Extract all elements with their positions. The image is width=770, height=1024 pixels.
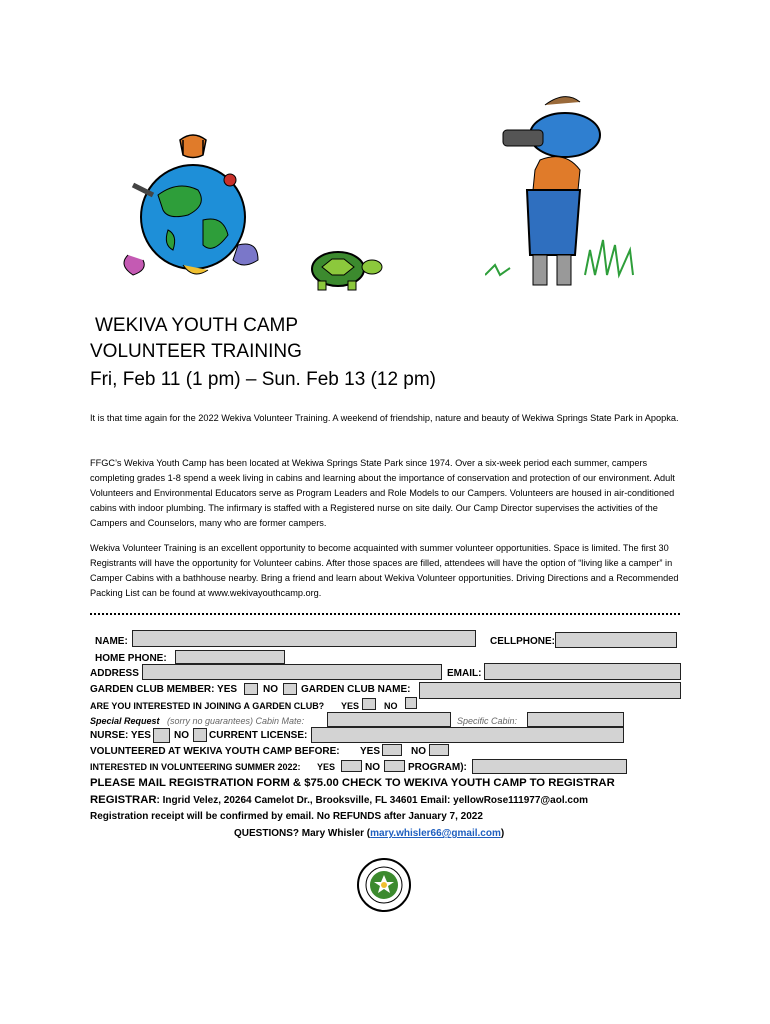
registrar-info: : Ingrid Velez, 20264 Camelot Dr., Brooksville, FL 34601 Email: yellowRose111977@aol.com	[156, 795, 588, 806]
name-label: NAME:	[95, 636, 128, 647]
cellphone-field[interactable]	[555, 632, 677, 648]
address-label: ADDRESS	[90, 668, 139, 679]
training-opportunity-paragraph: Wekiva Volunteer Training is an excellent opportunity to become acquainted with summer volunteer opportunities. Space is limited. The first 30 Registrants will have the opportunity for Volunteer cabins. After those spaces are filled, attendees will have the option of “living like a camper” in Camper Cabins with a bathhouse nearby. Bring a friend and learn about Wekiva Volunteer opportunities. Driving Directions and a Recommended Packing List can be found at www.wekivayouthcamp.org.	[90, 543, 679, 598]
volunteered-before-label: VOLUNTEERED AT WEKIVA YOUTH CAMP BEFORE:	[90, 746, 340, 757]
volunteered-before-yes-checkbox[interactable]	[382, 744, 402, 756]
address-field[interactable]	[142, 664, 442, 680]
registrar-label: REGISTRAR	[90, 794, 157, 806]
mail-instructions: PLEASE MAIL REGISTRATION FORM & $75.00 CHECK TO WEKIVA YOUTH CAMP TO REGISTRAR	[90, 777, 615, 789]
questions-end: )	[500, 828, 505, 839]
ffgc-seal-logo	[356, 857, 412, 913]
specific-cabin-label: Specific Cabin:	[457, 716, 518, 726]
cabin-mate-field[interactable]	[327, 712, 451, 727]
nurse-yes-checkbox[interactable]	[153, 728, 170, 743]
license-field[interactable]	[311, 727, 624, 743]
email-field[interactable]	[484, 663, 681, 680]
volunteered-before-no-label: NO	[411, 746, 426, 757]
cellphone-label: CELLPHONE:	[490, 636, 555, 647]
nurse-no-checkbox[interactable]	[193, 728, 207, 742]
garden-member-yes-checkbox[interactable]	[244, 683, 258, 695]
intro-paragraph: It is that time again for the 2022 Wekiva Volunteer Training. A weekend of friendship, nature and beauty of Wekiwa Springs State Park in Apopka.	[90, 413, 679, 423]
email-label: EMAIL:	[447, 668, 482, 679]
nurse-no-label: NO	[174, 730, 189, 741]
registrar-line	[90, 794, 588, 806]
garden-member-no-label: NO	[263, 684, 278, 695]
questions-email-link[interactable]: mary.whisler66@gmail.com	[370, 828, 501, 839]
join-garden-yes-checkbox[interactable]	[362, 698, 376, 710]
home-phone-field[interactable]	[175, 650, 285, 664]
join-garden-yes-label: YES	[341, 701, 360, 711]
questions-line	[234, 828, 504, 839]
garden-member-label: GARDEN CLUB MEMBER: YES	[90, 684, 238, 695]
training-title: VOLUNTEER TRAINING	[90, 341, 302, 362]
child-with-binoculars-illustration	[485, 90, 645, 290]
specific-cabin-field[interactable]	[527, 712, 624, 727]
globe-with-animals-illustration	[108, 125, 278, 295]
program-label: PROGRAM):	[408, 762, 467, 773]
interested-summer-label: INTERESTED IN VOLUNTEERING SUMMER 2022:	[90, 762, 301, 772]
volunteered-before-no-checkbox[interactable]	[429, 744, 449, 756]
camp-description-paragraph: FFGC’s Wekiva Youth Camp has been located at Wekiwa Springs State Park since 1974. Over a six-week period each summer, campers completing grades 1-8 spend a week living in cabins and learning about the importance of conservation and protection of our environment. Adult Volunteers and Environmental Educators serve as Program Leaders and Role Models to our Campers. Volunteers are housed in air-conditioned cabins with indoor plumbing. The infirmary is staffed with a Registered nurse on site daily. Our Camp Director supervises the activities of the Campers and Counselors, many who are former campers.	[90, 458, 675, 528]
join-garden-no-label: NO	[384, 701, 398, 711]
join-garden-no-checkbox[interactable]	[405, 697, 417, 709]
interested-summer-no-label: NO	[365, 762, 380, 773]
cabin-mate-label: (sorry no guarantees) Cabin Mate:	[167, 716, 305, 726]
garden-member-no-checkbox[interactable]	[283, 683, 297, 695]
camp-title: WEKIVA YOUTH CAMP	[95, 315, 299, 336]
garden-name-label: GARDEN CLUB NAME:	[301, 684, 411, 695]
divider	[90, 613, 680, 615]
join-garden-label: ARE YOU INTERESTED IN JOINING A GARDEN CLUB?	[90, 701, 325, 711]
turtle-illustration	[302, 245, 387, 295]
training-dates: Fri, Feb 11 (1 pm) – Sun. Feb 13 (12 pm)	[90, 369, 437, 390]
name-field[interactable]	[132, 630, 476, 647]
license-label: CURRENT LICENSE:	[209, 730, 308, 741]
garden-name-field[interactable]	[419, 682, 681, 699]
interested-summer-yes-label: YES	[317, 762, 336, 772]
nurse-label: NURSE: YES	[90, 730, 151, 741]
volunteered-before-yes-label: YES	[360, 746, 381, 757]
interested-summer-no-checkbox[interactable]	[384, 760, 405, 772]
home-phone-label: HOME PHONE:	[95, 653, 167, 664]
confirmation-note: Registration receipt will be confirmed by email. No REFUNDS after January 7, 2022	[90, 811, 483, 822]
program-field[interactable]	[472, 759, 627, 774]
questions-label: QUESTIONS? Mary Whisler (	[234, 828, 371, 839]
special-request-label: Special Request	[90, 716, 160, 726]
interested-summer-yes-checkbox[interactable]	[341, 760, 362, 772]
